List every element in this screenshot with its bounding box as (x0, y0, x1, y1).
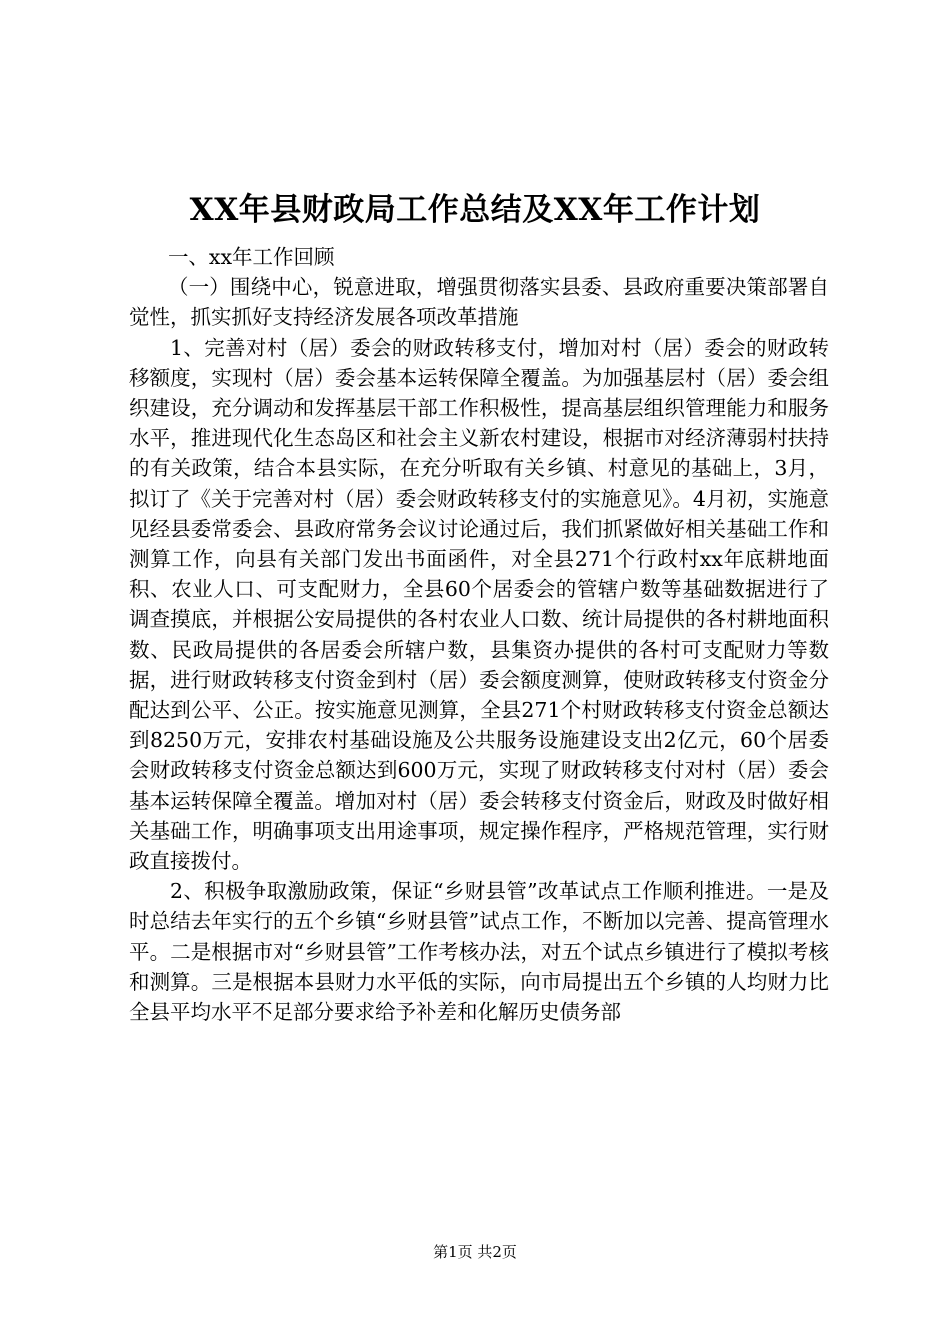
page-number-footer: 第1页 共2页 (433, 1243, 517, 1261)
paragraph-1: 1、完善对村（居）委会的财政转移支付，增加对村（居）委会的财政转移额度，实现村（居）委会基本运转保障全覆盖。为加强基层村（居）委会组织建设，充分调动和发挥基层干部工作积极性，提高基层组织管理能力和服务水平，推进现代化生态岛区和社会主义新农村建设，根据市对经济薄弱村扶持的有关政策，结合本县实际，在充分听取有关乡镇、村意见的基础上，3月，拟订了《关于完善对村（居）委会财政转移支付的实施意见》。4月初，实施意见经县委常委会、县政府常务会议讨论通过后，我们抓紧做好相关基础工作和测算工作，向县有关部门发出书面函件，对全县271个行政村xx年底耕地面积、农业人口、可支配财力，全县60个居委会的管辖户数等基础数据进行了调查摸底，并根据公安局提供的各村农业人口数、统计局提供的各村耕地面积数、民政局提供的各居委会所辖户数，县集资办提供的各村可支配财力等数据，进行财政转移支付资金到村（居）委会额度测算，使财政转移支付资金分配达到公平、公正。按实施意见测算，全县271个村财政转移支付资金总额达到8250万元，安排农村基础设施及公共服务设施建设支出2亿元，60个居委会财政转移支付资金总额达到600万元，实现了财政转移支付对村（居）委会基本运转保障全覆盖。增加对村（居）委会转移支付资金后，财政及时做好相关基础工作，明确事项支出用途事项，规定操作程序，严格规范管理，实行财政直接拨付。 (129, 335, 829, 874)
paragraph-2: 2、积极争取激励政策，保证“乡财县管”改革试点工作顺利推进。一是及时总结去年实行的五个乡镇“乡财县管”试点工作，不断加以完善、提高管理水平。二是根据市对“乡财县管”工作考核办法，对五个试点乡镇进行了模拟考核和测算。三是根据本县财力水平低的实际，向市局提出五个乡镇的人均财力比全县平均水平不足部分要求给予补差和化解历史债务部 (129, 879, 829, 1025)
document-body (129, 242, 829, 1027)
section-heading: 一、xx年工作回顾 (167, 245, 335, 269)
page-title: XX年县财政局工作总结及XX年工作计划 (189, 192, 761, 228)
subsection-heading: （一）围绕中心，锐意进取，增强贯彻落实县委、县政府重要决策部署自觉性，抓实抓好支持经济发展各项改革措施 (129, 275, 829, 330)
